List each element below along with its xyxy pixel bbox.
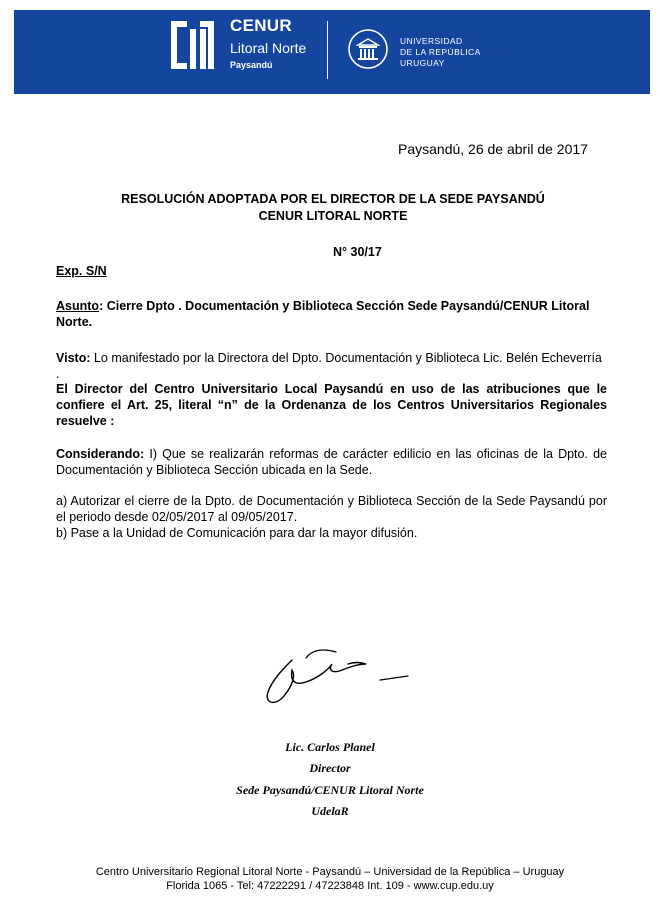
footer-line-2: Florida 1065 - Tel: 47222291 / 47223848 Int. 109 - www.cup.edu.uy — [166, 880, 494, 892]
signatory-org: UdelaR — [311, 804, 349, 818]
considerando-label: Considerando: — [56, 447, 145, 461]
signatory-name: Lic. Carlos Planel — [285, 740, 375, 754]
footer-line-1: Centro Universitario Regional Litoral Norte - Paysandú – Universidad de la República – Uruguay — [95, 866, 565, 878]
resolve-item-b: b) Pase a la Unidad de Comunicación para dar la mayor difusión. — [56, 526, 418, 540]
handwritten-signature — [262, 640, 412, 720]
udelar-line: DE LA REPÚBLICA — [400, 47, 481, 57]
asunto-text: : Cierre Dpto . Documentación y Biblioteca Sección Sede Paysandú/CENUR Litoral Norte. — [56, 299, 590, 329]
header-divider — [327, 21, 328, 79]
cenur-city: Paysandú — [230, 60, 273, 70]
document-date: Paysandú, 26 de abril de 2017 — [398, 141, 588, 157]
resolution-number: N° 30/17 — [333, 245, 382, 259]
cenur-logo-icon — [168, 17, 218, 73]
resolve-item-a: a) Autorizar el cierre de la Dpto. de Documentación y Biblioteca Sección de la Sede Paysandú por el periodo desde 02/05/2017 al 09/05/2017. — [56, 494, 607, 524]
document-title-line-2: CENUR LITORAL NORTE — [258, 209, 408, 223]
header-banner — [14, 10, 650, 94]
university-seal-icon — [347, 28, 389, 70]
visto-text: Lo manifestado por la Directora del Dpto. Documentación y Biblioteca Lic. Belén Echeverría . — [56, 351, 602, 381]
asunto-label: Asunto — [56, 299, 100, 313]
expedient-number: Exp. S/N — [56, 264, 107, 278]
cenur-subtitle: Litoral Norte — [230, 40, 307, 56]
considerando-paragraph — [56, 446, 607, 478]
signatory-unit: Sede Paysandú/CENUR Litoral Norte — [236, 783, 424, 797]
cenur-title: CENUR — [230, 16, 292, 35]
asunto-paragraph — [56, 298, 607, 330]
signatory-role: Director — [309, 761, 351, 775]
udelar-line: UNIVERSIDAD — [400, 36, 463, 46]
udelar-line: URUGUAY — [400, 58, 445, 68]
udelar-name — [400, 36, 481, 69]
director-paragraph: El Director del Centro Universitario Local Paysandú en uso de las atribuciones que le confiere el Art. 25, literal “n” de la Ordenanza de los Centros Universitarios Regionales resuelve : — [56, 382, 607, 428]
document-title-line-1: RESOLUCIÓN ADOPTADA POR EL DIRECTOR DE LA SEDE PAYSANDÚ — [121, 192, 545, 206]
considerando-text: I) Que se realizarán reformas de carácter edilicio en las oficinas de la Dpto. de Documentación y Biblioteca Sección ubicada en la Sede. — [56, 447, 607, 477]
visto-paragraph — [56, 350, 607, 382]
visto-label: Visto: — [56, 351, 91, 365]
